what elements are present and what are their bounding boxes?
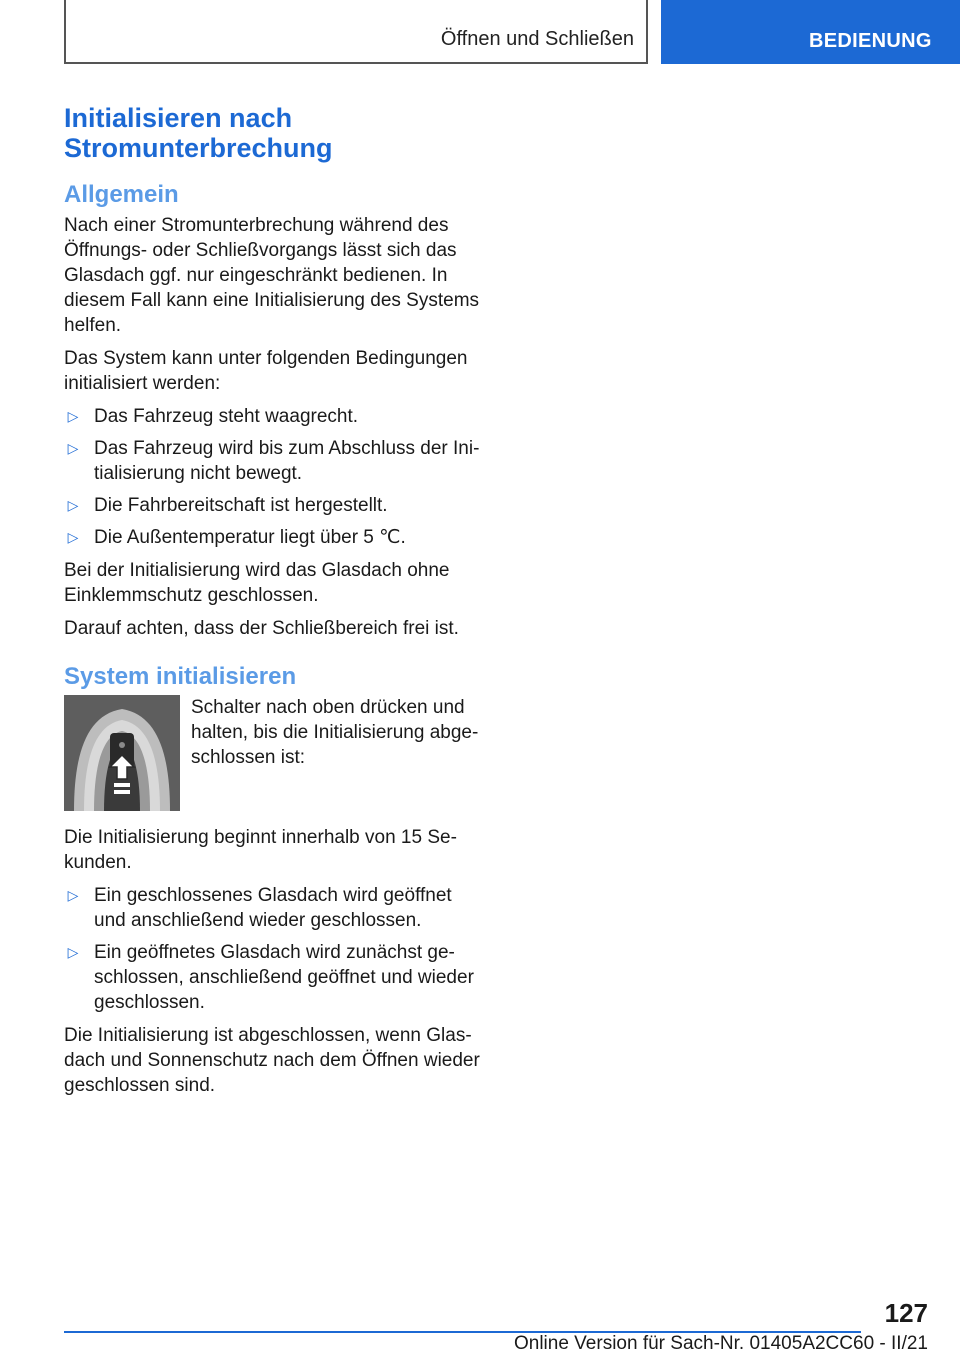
list-item [64, 404, 480, 429]
list-item [64, 436, 480, 486]
triangle-bullet-icon: ▷ [67, 944, 79, 960]
paragraph: Bei der Initialisierung wird das Glasdach ohne Einklemmschutz geschlossen. [64, 560, 450, 606]
triangle-bullet-icon: ▷ [67, 497, 79, 513]
list-item-text: Die Außentemperatur liegt über 5 ℃. [94, 527, 406, 548]
paragraph: Nach einer Stromunterbrechung während des Öffnungs- oder Schließvorgangs lässt sich das Glasdach ggf. nur eingeschränkt bedienen. In diesem Fall kann eine Initialisierung des Systems helfen. [64, 215, 480, 336]
list-item [64, 525, 480, 550]
list-item-text: Die Fahrbereitschaft ist hergestellt. [94, 495, 388, 516]
paragraph: Die Initialisierung ist abgeschlossen, wenn Glasdach und Sonnenschutz nach dem Öffnen wieder geschlossen sind. [64, 1025, 480, 1096]
triangle-bullet-icon: ▷ [67, 408, 79, 424]
list-item [64, 883, 480, 933]
roof-switch-illustration [64, 695, 180, 811]
triangle-bullet-icon: ▷ [67, 887, 79, 903]
roof-switch-figure [64, 695, 180, 811]
list-item-text: Das Fahrzeug steht waagrecht. [94, 406, 359, 427]
heading-system-initialisieren: System initialisieren [64, 663, 297, 690]
steps-list [64, 883, 480, 1015]
conditions-list [64, 404, 480, 550]
paragraph: Darauf achten, dass der Schließbereich frei ist. [64, 618, 459, 639]
main-content [64, 103, 480, 1106]
heading-allgemein: Allgemein [64, 181, 179, 208]
paragraph: Die Initialisierung beginnt innerhalb von 15 Sekunden. [64, 827, 457, 873]
list-item-text: Das Fahrzeug wird bis zum Abschluss der Initialisierung nicht bewegt. [94, 438, 480, 484]
list-item [64, 940, 480, 1015]
footer-version-text: Online Version für Sach-Nr. 01405A2CC60 - II/21 [513, 1333, 928, 1354]
paragraph: Das System kann unter folgenden Bedingungen initialisiert werden: [64, 348, 468, 394]
header-chapter-box [64, 0, 648, 64]
header-section: BEDIENUNG [809, 30, 932, 52]
figure-caption-text: Schalter nach oben drücken und halten, bis die Initialisierung abgeschlossen ist: [191, 697, 479, 768]
triangle-bullet-icon: ▷ [67, 440, 79, 456]
figure-row [64, 695, 480, 811]
triangle-bullet-icon: ▷ [67, 529, 79, 545]
page-title: Initialisieren nach Stromunterbrechung [64, 103, 333, 163]
page-number: 127 [884, 1298, 928, 1328]
list-item [64, 493, 480, 518]
header-section-tab [661, 0, 960, 64]
list-item-text: Ein geschlossenes Glasdach wird geöffnet und anschließend wieder geschlossen. [94, 885, 452, 931]
list-item-text: Ein geöffnetes Glasdach wird zunächst geschlossen, anschließend geöffnet und wieder geschlossen. [94, 942, 474, 1013]
header-chapter: Öffnen und Schließen [440, 28, 634, 50]
